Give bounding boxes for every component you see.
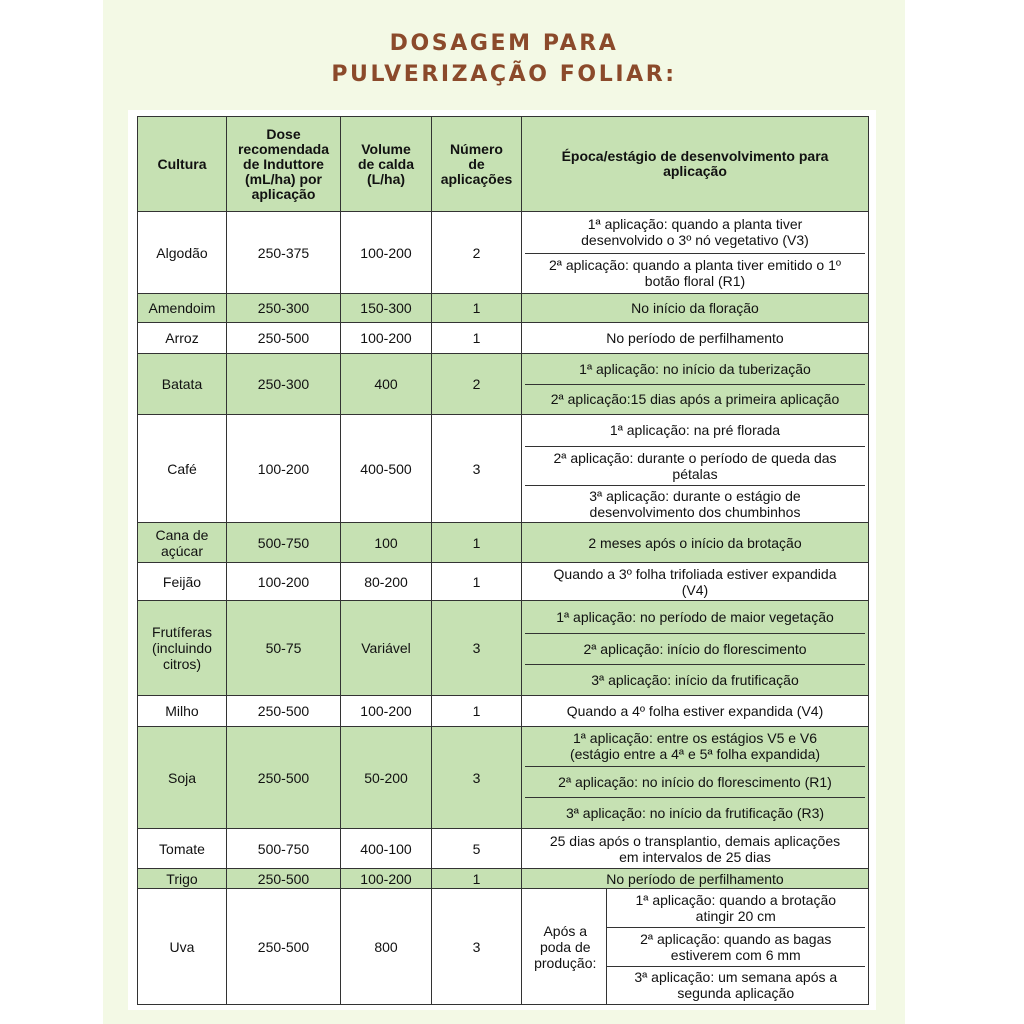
cell-cultura: Café — [138, 415, 227, 523]
title-line-2: PULVERIZAÇÃO FOLIAR: — [331, 62, 677, 87]
table-row-amendoim — [138, 294, 869, 323]
cell-numero: 3 — [432, 415, 522, 523]
epoca-item: 2ª aplicação: quando as bagas estiverem com 6 mm — [606, 927, 865, 966]
cell-numero: 2 — [432, 354, 522, 415]
header-epoca: Época/estágio de desenvolvimento para aplicação — [522, 117, 869, 212]
epoca-item: No período de perfilhamento — [522, 323, 869, 354]
cell-cultura: Frutíferas (incluindo citros) — [138, 601, 227, 696]
epoca-item: Quando a 4º folha estiver expandida (V4) — [522, 696, 869, 727]
cell-cultura: Milho — [138, 696, 227, 727]
table-row-cafe — [138, 415, 869, 523]
header-numero: Número de aplicações — [432, 117, 522, 212]
cell-cultura: Soja — [138, 727, 227, 829]
epoca-item: 2ª aplicação:15 dias após a primeira aplicação — [525, 384, 865, 414]
header-dose: Dose recomendada de Induttore (mL/ha) por aplicação — [227, 117, 341, 212]
epoca-item: Quando a 3º folha trifoliada estiver expandida (V4) — [522, 563, 869, 601]
table-row-feijao — [138, 563, 869, 601]
cell-dose: 50-75 — [227, 601, 341, 696]
cell-volume: 400-500 — [341, 415, 432, 523]
cell-cultura: Arroz — [138, 323, 227, 354]
cell-numero: 3 — [432, 727, 522, 829]
cell-volume: 80-200 — [341, 563, 432, 601]
cell-volume: 100-200 — [341, 323, 432, 354]
epoca-item: 1ª aplicação: no período de maior vegetação — [525, 601, 865, 633]
uva-prefix: Após a poda de produção: — [525, 889, 606, 1004]
cell-dose: 500-750 — [227, 829, 341, 869]
cell-cultura: Batata — [138, 354, 227, 415]
header-cultura: Cultura — [138, 117, 227, 212]
epoca-item: 3ª aplicação: um semana após a segunda aplicação — [606, 966, 865, 1004]
table-row-uva — [138, 889, 869, 1005]
epoca-item: No período de perfilhamento — [522, 869, 869, 889]
epoca-item: 1ª aplicação: quando a planta tiver desenvolvido o 3º nó vegetativo (V3) — [525, 212, 865, 253]
epoca-item: 3ª aplicação: durante o estágio de desenvolvimento dos chumbinhos — [525, 485, 865, 522]
cell-epoca — [522, 727, 869, 829]
epoca-item: 1ª aplicação: na pré florada — [525, 415, 865, 446]
header-volume: Volume de calda (L/ha) — [341, 117, 432, 212]
cell-volume: 100 — [341, 523, 432, 563]
cell-volume: 100-200 — [341, 212, 432, 294]
cell-dose: 500-750 — [227, 523, 341, 563]
cell-volume: 50-200 — [341, 727, 432, 829]
epoca-item: 2 meses após o início da brotação — [522, 523, 869, 563]
cell-epoca — [522, 212, 869, 294]
epoca-item: 2ª aplicação: início do florescimento — [525, 633, 865, 664]
cell-numero: 1 — [432, 869, 522, 889]
epoca-item: 3ª aplicação: no início da frutificação (R3) — [525, 797, 865, 828]
epoca-item: 1ª aplicação: no início da tuberização — [525, 354, 865, 384]
cell-dose: 250-500 — [227, 727, 341, 829]
cell-numero: 3 — [432, 889, 522, 1005]
table-row-trigo — [138, 869, 869, 889]
table-row-tomate — [138, 829, 869, 869]
cell-epoca — [522, 415, 869, 523]
cell-numero: 2 — [432, 212, 522, 294]
table-row-arroz — [138, 323, 869, 354]
epoca-item: 1ª aplicação: quando a brotação atingir 20 cm — [606, 889, 865, 927]
cell-epoca — [522, 354, 869, 415]
cell-dose: 250-375 — [227, 212, 341, 294]
cell-epoca — [522, 601, 869, 696]
cell-cultura: Feijão — [138, 563, 227, 601]
cell-epoca — [522, 889, 869, 1005]
cell-dose: 100-200 — [227, 563, 341, 601]
epoca-item: No início da floração — [522, 294, 869, 323]
table-row-soja — [138, 727, 869, 829]
dosage-table — [137, 116, 869, 1005]
cell-dose: 250-500 — [227, 323, 341, 354]
cell-numero: 1 — [432, 563, 522, 601]
cell-volume: 100-200 — [341, 869, 432, 889]
cell-dose: 250-500 — [227, 869, 341, 889]
cell-cultura: Tomate — [138, 829, 227, 869]
page-title — [103, 28, 905, 90]
cell-dose: 100-200 — [227, 415, 341, 523]
cell-cultura: Uva — [138, 889, 227, 1005]
cell-dose: 250-500 — [227, 696, 341, 727]
cell-numero: 1 — [432, 323, 522, 354]
cell-cultura: Algodão — [138, 212, 227, 294]
epoca-item: 2ª aplicação: durante o período de queda das pétalas — [525, 446, 865, 485]
cell-cultura: Trigo — [138, 869, 227, 889]
cell-dose: 250-300 — [227, 354, 341, 415]
header-row — [138, 117, 869, 212]
epoca-item: 25 dias após o transplantio, demais aplicações em intervalos de 25 dias — [522, 829, 869, 869]
cell-cultura: Cana de açúcar — [138, 523, 227, 563]
cell-cultura: Amendoim — [138, 294, 227, 323]
epoca-item: 1ª aplicação: entre os estágios V5 e V6 (estágio entre a 4ª e 5ª folha expandida) — [525, 727, 865, 766]
cell-dose: 250-300 — [227, 294, 341, 323]
cell-numero: 5 — [432, 829, 522, 869]
cell-volume: 400-100 — [341, 829, 432, 869]
title-line-1: DOSAGEM PARA — [389, 31, 619, 56]
cell-volume: 400 — [341, 354, 432, 415]
table-row-milho — [138, 696, 869, 727]
cell-numero: 3 — [432, 601, 522, 696]
epoca-item: 2ª aplicação: quando a planta tiver emitido o 1º botão floral (R1) — [525, 253, 865, 293]
table-row-frutiferas — [138, 601, 869, 696]
cell-volume: 100-200 — [341, 696, 432, 727]
cell-numero: 1 — [432, 523, 522, 563]
table-row-batata — [138, 354, 869, 415]
cell-volume: 800 — [341, 889, 432, 1005]
cell-numero: 1 — [432, 696, 522, 727]
epoca-item: 3ª aplicação: início da frutificação — [525, 664, 865, 695]
cell-volume: Variável — [341, 601, 432, 696]
table-row-algodao — [138, 212, 869, 294]
cell-dose: 250-500 — [227, 889, 341, 1005]
cell-numero: 1 — [432, 294, 522, 323]
table-row-cana — [138, 523, 869, 563]
cell-volume: 150-300 — [341, 294, 432, 323]
epoca-item: 2ª aplicação: no início do florescimento (R1) — [525, 766, 865, 797]
